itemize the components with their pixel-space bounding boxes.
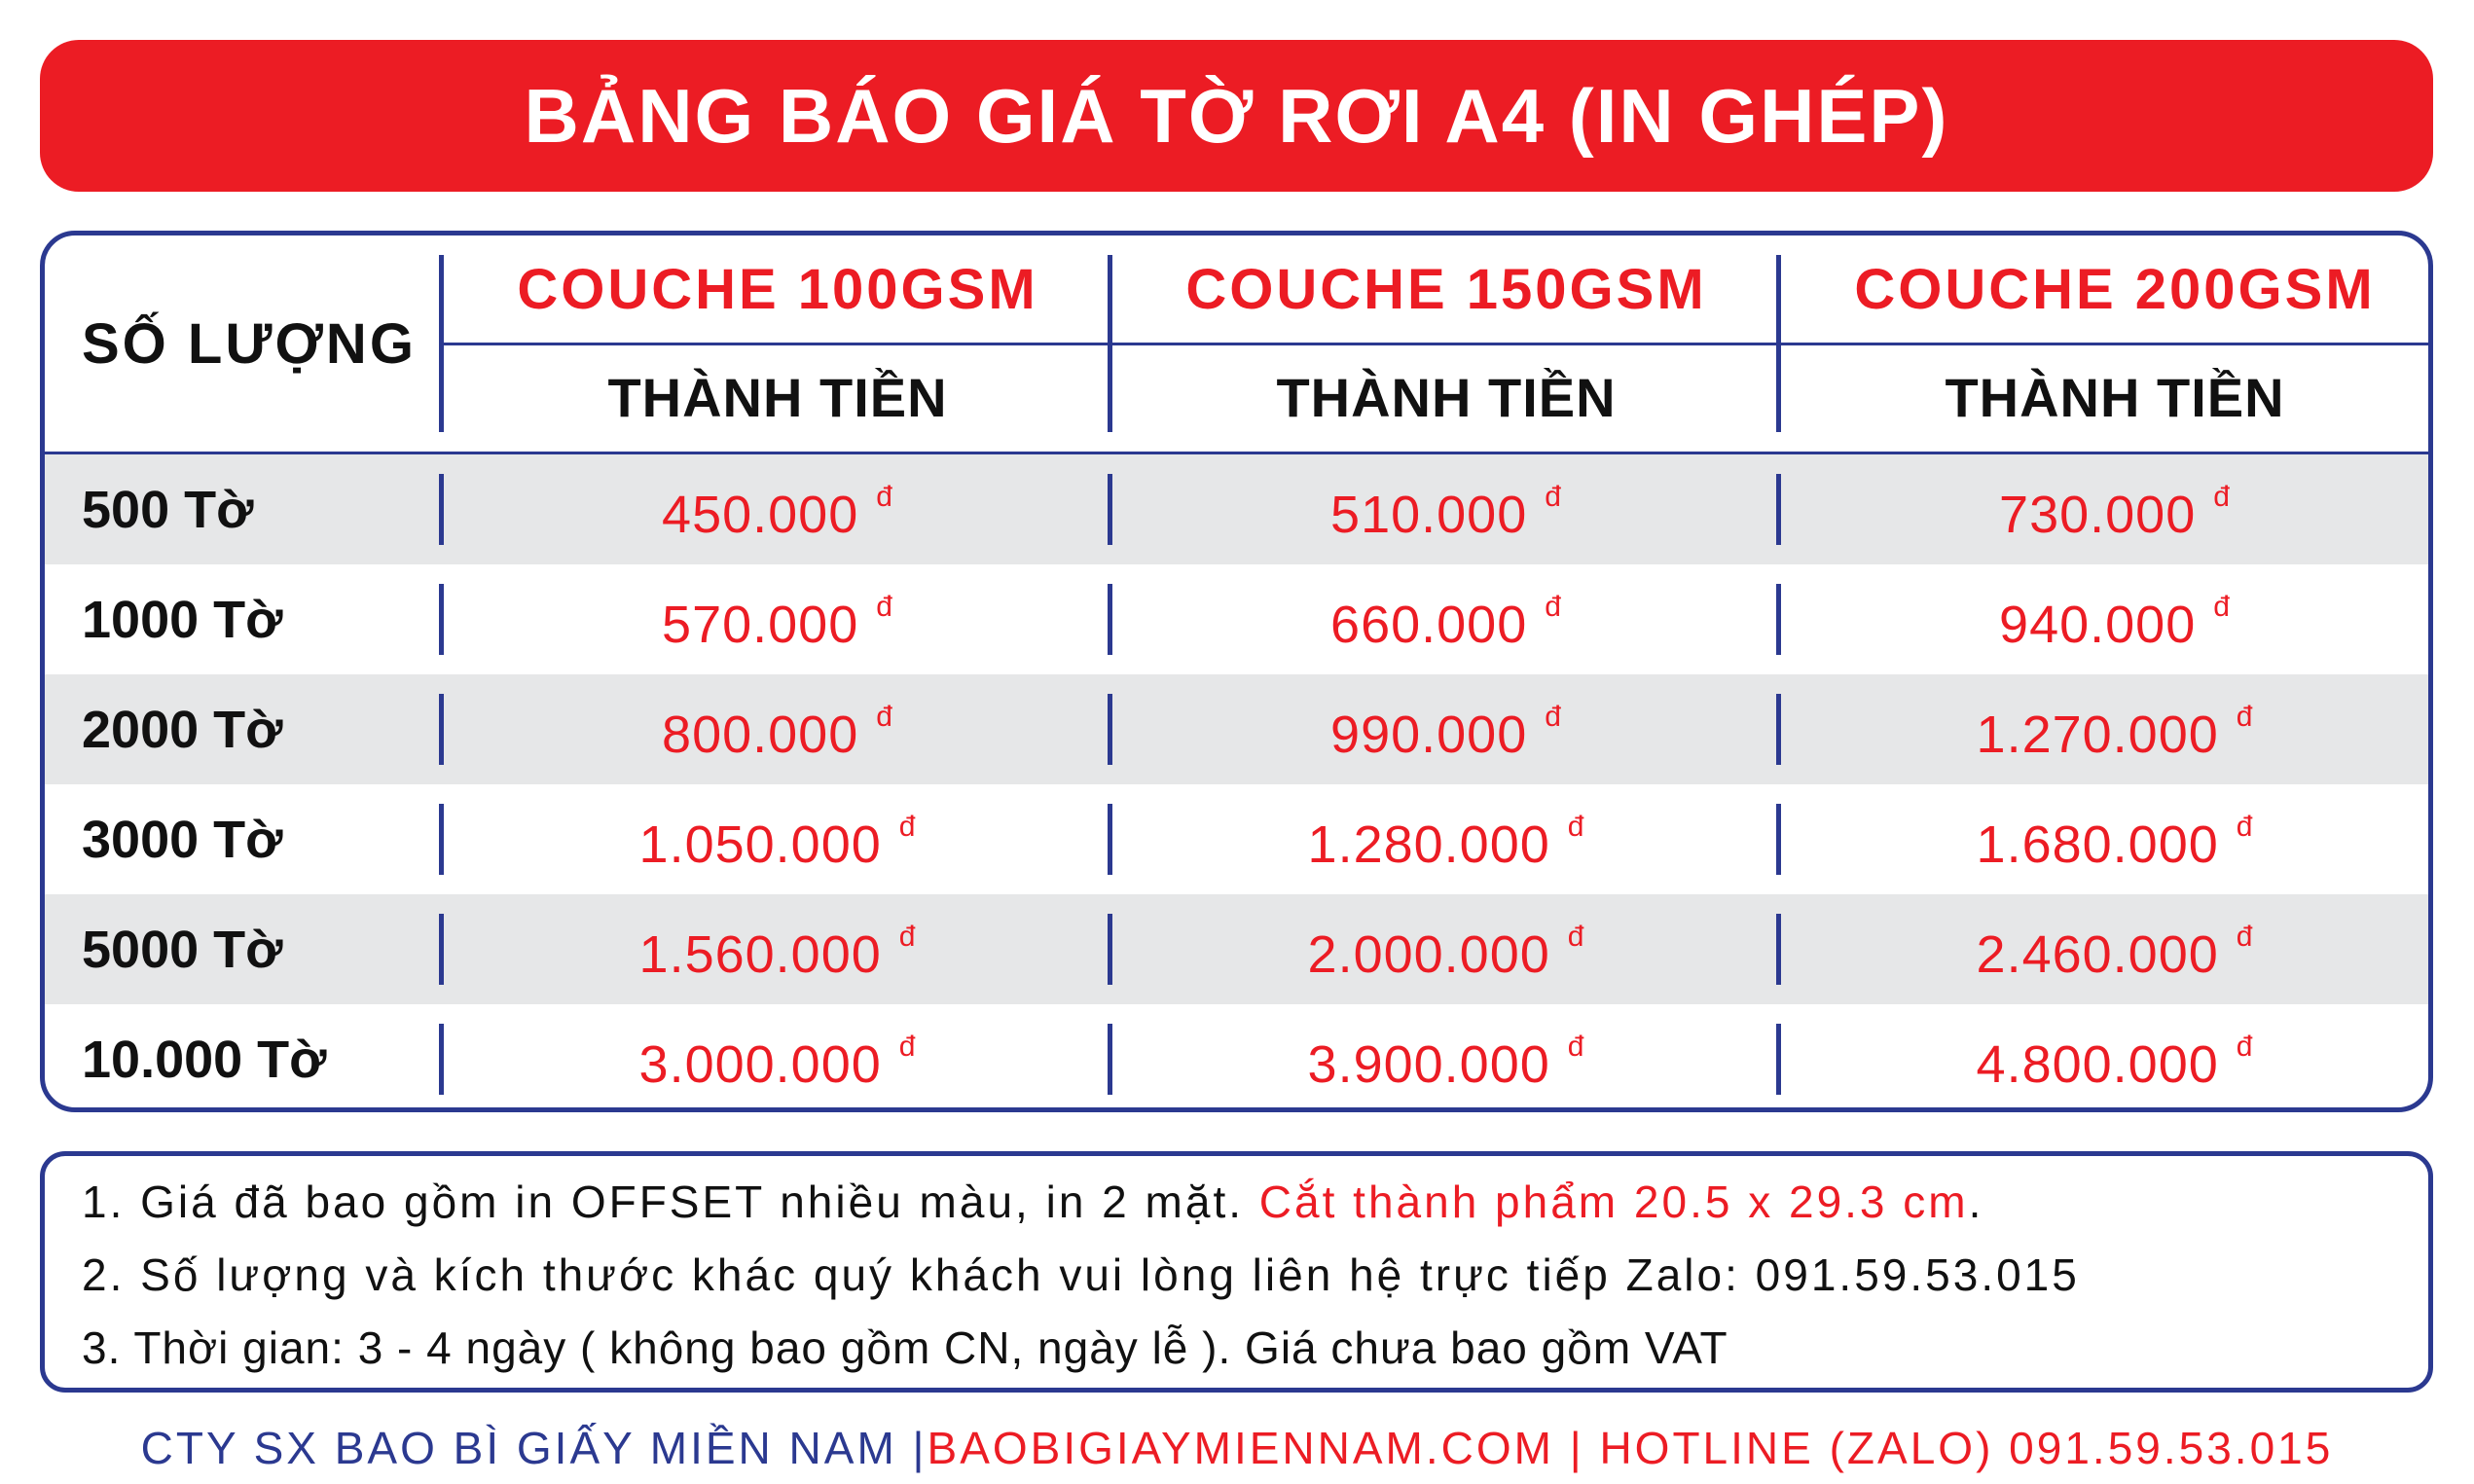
column-divider: [1108, 694, 1112, 765]
table-row: [45, 1004, 2428, 1112]
price-value: 570.000: [662, 595, 859, 654]
page-title: BẢNG BÁO GIÁ TỜ RƠI A4 (IN GHÉP): [524, 72, 1949, 159]
currency-symbol: đ: [876, 480, 893, 513]
currency-symbol: đ: [876, 590, 893, 623]
amount-label: THÀNH TIỀN: [607, 367, 948, 428]
price-cell: [444, 674, 1111, 784]
currency-symbol: đ: [876, 700, 893, 733]
price-cell: [444, 454, 1111, 564]
currency-symbol: đ: [2213, 480, 2231, 513]
column-divider: [1776, 694, 1781, 765]
price-cell: [1112, 784, 1780, 894]
quantity-header: SỐ LƯỢNG: [82, 311, 417, 376]
price-cell: [1781, 784, 2433, 894]
currency-symbol: đ: [898, 1030, 917, 1063]
note-1: [82, 1176, 1983, 1228]
price-value: 2.460.000: [1976, 924, 2219, 984]
currency-symbol: đ: [1567, 1030, 1585, 1063]
price-cell: [1112, 674, 1780, 784]
column-divider: [1776, 474, 1781, 545]
currency-symbol: đ: [2236, 810, 2254, 843]
currency-symbol: đ: [1567, 920, 1585, 953]
note-2: 2. Số lượng và kích thước khác quý khách vui lòng liên hệ trực tiếp Zalo: 091.59.53.015: [82, 1249, 2080, 1300]
price-cell: [1781, 674, 2433, 784]
currency-symbol: đ: [1567, 810, 1585, 843]
column-divider: [439, 804, 444, 875]
paper-type-label: COUCHE 200GSM: [1854, 258, 2376, 321]
column-divider: [1776, 255, 1781, 432]
table-row: [45, 784, 2428, 894]
price-value: 990.000: [1330, 705, 1528, 764]
price-value: 4.800.000: [1976, 1034, 2219, 1094]
column-divider: [439, 914, 444, 985]
price-cell: [1781, 564, 2433, 674]
price-value: 510.000: [1330, 485, 1528, 544]
paper-type-label: COUCHE 150GSM: [1185, 258, 1707, 321]
note-1-text: 1. Giá đã bao gồm in OFFSET nhiều màu, in 2 mặt.: [82, 1176, 1259, 1227]
table-row: [45, 564, 2428, 674]
column-divider: [439, 1024, 444, 1095]
column-divider: [439, 474, 444, 545]
price-value: 3.900.000: [1307, 1034, 1550, 1094]
title-banner: [40, 40, 2433, 192]
note-1-highlight: Cắt thành phẩm 20.5 x 29.3 cm: [1258, 1176, 1969, 1227]
currency-symbol: đ: [898, 920, 917, 953]
quantity-cell: 2000 Tờ: [82, 700, 283, 759]
price-cell: [1112, 1004, 1780, 1112]
price-cell: [1112, 894, 1780, 1004]
note-1-end: .: [1968, 1176, 1984, 1227]
currency-symbol: đ: [2236, 920, 2254, 953]
price-value: 800.000: [662, 705, 859, 764]
column-divider: [1776, 1024, 1781, 1095]
column-divider: [439, 255, 444, 432]
price-cell: [1781, 894, 2433, 1004]
price-cell: [444, 784, 1111, 894]
currency-symbol: đ: [2236, 1030, 2254, 1063]
quantity-cell: 5000 Tờ: [82, 920, 283, 979]
price-value: 2.000.000: [1307, 924, 1550, 984]
column-divider: [1108, 914, 1112, 985]
price-cell: [1112, 564, 1780, 674]
table-row: [45, 894, 2428, 1004]
column-divider: [1108, 584, 1112, 655]
price-value: 1.680.000: [1976, 814, 2219, 874]
column-divider: [439, 584, 444, 655]
amount-label: THÀNH TIỀN: [1276, 367, 1617, 428]
price-value: 730.000: [1999, 485, 2197, 544]
price-cell: [444, 1004, 1111, 1112]
price-value: 660.000: [1330, 595, 1528, 654]
column-divider: [1108, 1024, 1112, 1095]
price-cell: [444, 564, 1111, 674]
currency-symbol: đ: [1545, 590, 1562, 623]
price-value: 3.000.000: [638, 1034, 882, 1094]
price-table: [40, 231, 2433, 1112]
price-value: 1.270.000: [1976, 705, 2219, 764]
currency-symbol: đ: [1545, 700, 1562, 733]
amount-label: THÀNH TIỀN: [1945, 367, 2285, 428]
contact-info: BAOBIGIAYMIENNAM.COM | HOTLINE (ZALO) 091.59.53.015: [927, 1423, 2334, 1473]
column-divider: [1108, 804, 1112, 875]
price-cell: [444, 894, 1111, 1004]
footer: [0, 1419, 2474, 1477]
currency-symbol: đ: [2213, 590, 2231, 623]
price-cell: [1112, 454, 1780, 564]
quantity-cell: 10.000 Tờ: [82, 1030, 327, 1089]
table-row: [45, 454, 2428, 564]
column-divider: [1776, 584, 1781, 655]
column-divider: [1108, 474, 1112, 545]
header-divider: [441, 343, 2433, 345]
company-name: CTY SX BAO BÌ GIẤY MIỀN NAM |: [140, 1423, 928, 1473]
price-cell: [1781, 1004, 2433, 1112]
currency-symbol: đ: [2236, 700, 2254, 733]
price-value: 1.050.000: [638, 814, 882, 874]
currency-symbol: đ: [1545, 480, 1562, 513]
quantity-cell: 3000 Tờ: [82, 810, 283, 869]
column-divider: [1776, 804, 1781, 875]
price-value: 1.280.000: [1307, 814, 1550, 874]
notes-box: [40, 1151, 2433, 1393]
column-divider: [439, 694, 444, 765]
column-divider: [1108, 255, 1112, 432]
price-value: 940.000: [1999, 595, 2197, 654]
table-row: [45, 674, 2428, 784]
currency-symbol: đ: [898, 810, 917, 843]
note-3: 3. Thời gian: 3 - 4 ngày ( không bao gồm CN, ngày lễ ). Giá chưa bao gồm VAT: [82, 1322, 1728, 1373]
quantity-cell: 500 Tờ: [82, 480, 254, 539]
price-value: 450.000: [662, 485, 859, 544]
price-value: 1.560.000: [638, 924, 882, 984]
column-divider: [1776, 914, 1781, 985]
price-cell: [1781, 454, 2433, 564]
quantity-cell: 1000 Tờ: [82, 590, 283, 649]
paper-type-label: COUCHE 100GSM: [517, 258, 1038, 321]
